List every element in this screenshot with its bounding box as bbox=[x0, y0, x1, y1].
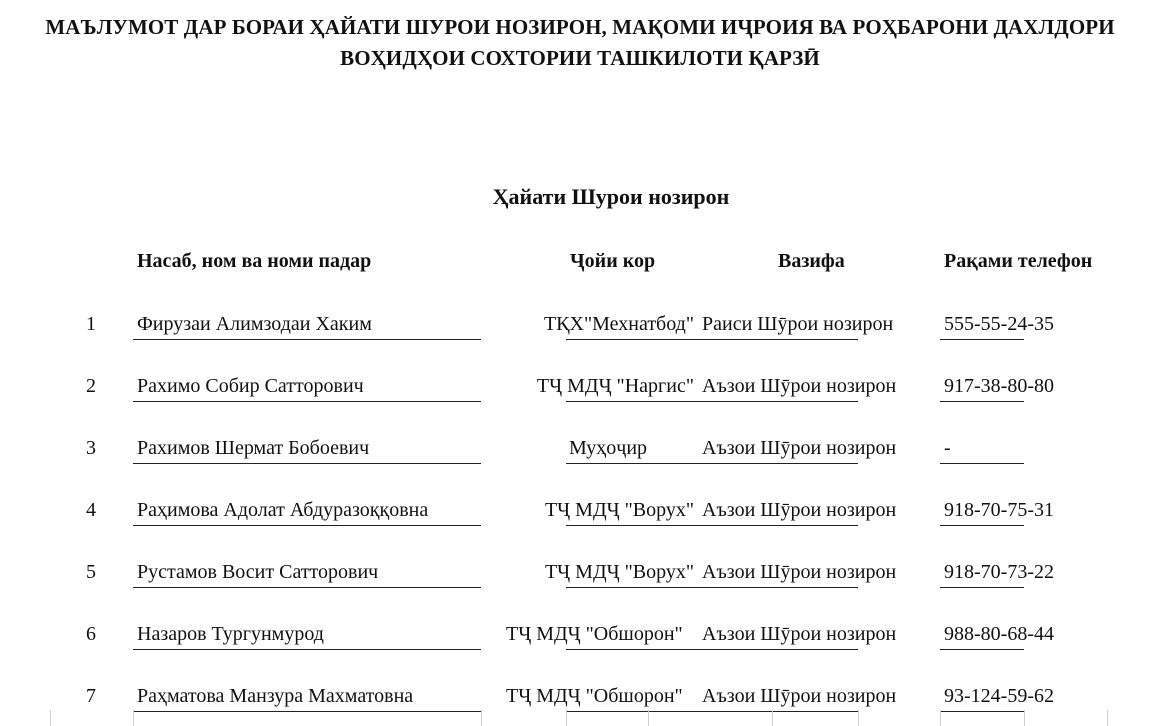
member-position: Аъзои Шӯрои нозирон bbox=[702, 623, 897, 645]
underline bbox=[566, 711, 858, 712]
row-number: 6 bbox=[86, 623, 96, 645]
member-phone: 918-70-73-22 bbox=[944, 561, 1054, 583]
underline bbox=[133, 339, 481, 340]
document-title-line2: ВОҲИДҲОИ СОХТОРИИ ТАШКИЛОТИ ҚАРЗӢ bbox=[340, 46, 820, 70]
underline bbox=[133, 649, 481, 650]
underline bbox=[566, 525, 858, 526]
row-number: 1 bbox=[86, 313, 96, 335]
underline bbox=[133, 401, 481, 402]
member-position: Аъзои Шӯрои нозирон bbox=[702, 499, 897, 521]
member-position: Аъзои Шӯрои нозирон bbox=[702, 437, 897, 459]
member-position: Раиси Шӯрои нозирон bbox=[702, 313, 894, 335]
member-name: Рахимо Собир Сатторович bbox=[137, 375, 364, 397]
underline bbox=[940, 463, 1024, 464]
member-workplace: ТҶ МДҶ "Ворух" bbox=[544, 561, 694, 583]
member-name: Рахимов Шермат Бобоевич bbox=[137, 437, 370, 459]
member-phone: - bbox=[944, 437, 951, 459]
underline bbox=[133, 711, 481, 712]
header-name: Насаб, ном ва номи падар bbox=[137, 250, 372, 272]
member-workplace: ТҶ МДҶ "Ворух" bbox=[544, 499, 694, 521]
underline bbox=[940, 711, 1024, 712]
member-name: Фирузаи Алимзодаи Хаким bbox=[137, 313, 372, 335]
member-phone: 917-38-80-80 bbox=[944, 375, 1054, 397]
underline bbox=[940, 525, 1024, 526]
underline bbox=[566, 649, 858, 650]
member-workplace: ТҶ МДҶ "Обшорон" bbox=[506, 685, 683, 707]
row-number: 7 bbox=[86, 685, 96, 707]
member-name: Назаров Тургунмурод bbox=[137, 623, 324, 645]
underline bbox=[940, 649, 1024, 650]
member-name: Рустамов Восит Сатторович bbox=[137, 561, 379, 583]
member-workplace: Муҳоҷир bbox=[568, 437, 648, 459]
underline bbox=[566, 463, 858, 464]
underline bbox=[133, 463, 481, 464]
member-position: Аъзои Шӯрои нозирон bbox=[702, 561, 897, 583]
member-position: Аъзои Шӯрои нозирон bbox=[702, 685, 897, 707]
underline bbox=[566, 339, 858, 340]
member-name: Раҳматова Манзура Махматовна bbox=[137, 685, 414, 707]
member-name: Раҳимова Адолат Абдуразоққовна bbox=[137, 499, 429, 521]
member-workplace: ТҚХ"Мехнатбод" bbox=[543, 313, 694, 335]
document-title-line1: МАЪЛУМОТ ДАР БОРАИ ҲАЙАТИ ШУРОИ НОЗИРОН, МАҚОМИ ИҶРОИЯ ВА РОҲБАРОНИ ДАХЛДОРИ bbox=[45, 15, 1115, 39]
member-workplace: ТҶ МДҶ "Наргис" bbox=[536, 375, 694, 397]
row-number: 2 bbox=[86, 375, 96, 397]
member-phone: 918-70-75-31 bbox=[944, 499, 1054, 521]
column-guide bbox=[566, 710, 567, 726]
column-guide bbox=[772, 710, 773, 726]
section-title: Ҳайати Шурои нозирон bbox=[492, 184, 730, 209]
underline bbox=[133, 525, 481, 526]
member-workplace: ТҶ МДҶ "Обшорон" bbox=[506, 623, 683, 645]
column-guide bbox=[858, 710, 859, 726]
underline bbox=[566, 587, 858, 588]
document-title bbox=[0, 12, 1160, 74]
underline bbox=[940, 587, 1024, 588]
row-number: 5 bbox=[86, 561, 96, 583]
member-position: Аъзои Шӯрои нозирон bbox=[702, 375, 897, 397]
column-guide bbox=[1107, 710, 1108, 726]
header-phone: Рақами телефон bbox=[944, 250, 1093, 272]
row-number: 4 bbox=[86, 499, 96, 521]
underline bbox=[133, 587, 481, 588]
underline bbox=[940, 339, 1024, 340]
underline bbox=[940, 401, 1024, 402]
member-phone: 555-55-24-35 bbox=[944, 313, 1054, 335]
column-guide bbox=[648, 710, 649, 726]
column-guide bbox=[940, 710, 941, 726]
underline bbox=[566, 401, 858, 402]
member-phone: 988-80-68-44 bbox=[944, 623, 1054, 645]
header-workplace: Ҷойи кор bbox=[570, 250, 656, 272]
header-position: Вазифа bbox=[778, 250, 845, 272]
column-guide bbox=[481, 710, 482, 726]
column-guide bbox=[133, 710, 134, 726]
row-number: 3 bbox=[86, 437, 96, 459]
column-guide bbox=[1024, 710, 1025, 726]
member-phone: 93-124-59-62 bbox=[944, 685, 1054, 707]
column-guide bbox=[50, 710, 51, 726]
